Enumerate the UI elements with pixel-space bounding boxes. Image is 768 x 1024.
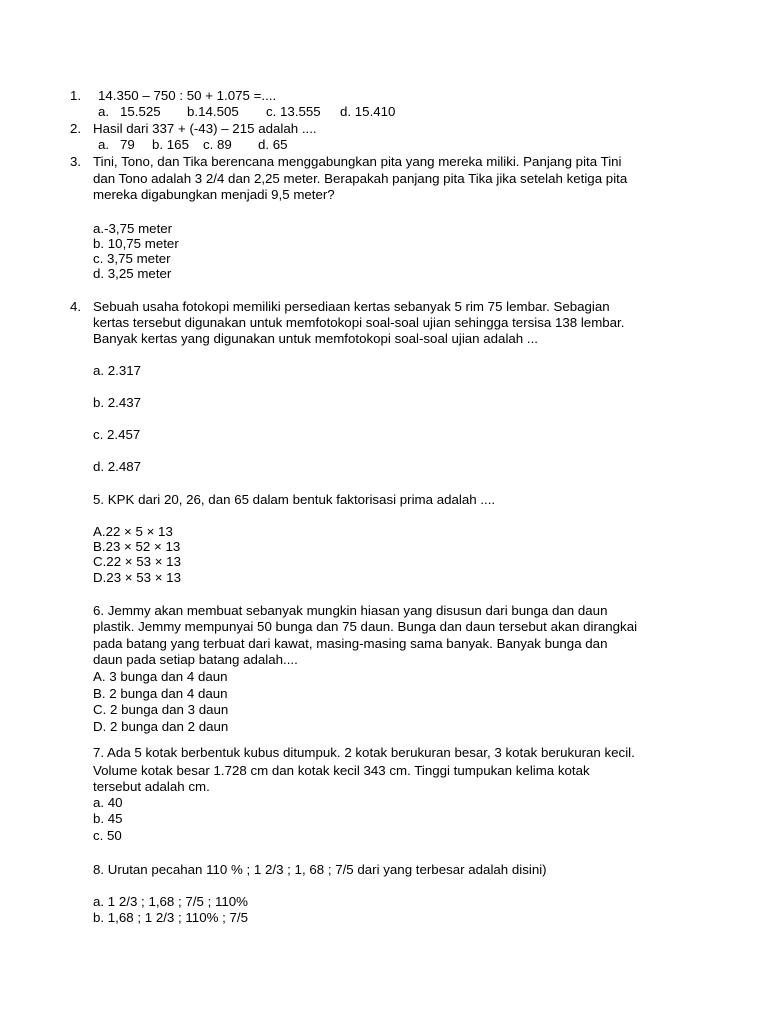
question-line: mereka digabungkan menjadi 9,5 meter? xyxy=(93,187,335,202)
option-a-label: a. xyxy=(98,137,110,152)
option-d: d. 3,25 meter xyxy=(93,266,172,281)
option-a: A.22 × 5 × 13 xyxy=(93,524,173,539)
question-line: kertas tersebut digunakan untuk memfotokopi soal-soal ujian sehingga tersisa 138 lembar. xyxy=(93,315,625,330)
question-number: 3. xyxy=(70,154,82,169)
option-d: D. 2 bunga dan 2 daun xyxy=(93,719,229,734)
question-text: 8. Urutan pecahan 110 % ; 1 2/3 ; 1, 68 ; 7/5 dari yang terbesar adalah disini) xyxy=(93,862,547,877)
question-line: Sebuah usaha fotokopi memiliki persediaan kertas sebanyak 5 rim 75 lembar. Sebagian xyxy=(93,299,610,314)
option-a-label: a. xyxy=(98,104,110,119)
option-b: b. 165 xyxy=(152,137,189,152)
option-b: B.23 × 52 × 13 xyxy=(93,539,181,554)
option-a: a. 2.317 xyxy=(93,363,142,378)
question-line: 7. Ada 5 kotak berbentuk kubus ditumpuk. 2 kotak berukuran besar, 3 kotak berukuran kecil. xyxy=(93,745,635,760)
question-line: Volume kotak besar 1.728 cm dan kotak kecil 343 cm. Tinggi tumpukan kelima kotak xyxy=(93,763,590,778)
option-c: c. 13.555 xyxy=(266,104,321,119)
option-b: b. 2.437 xyxy=(93,395,142,410)
option-c: c. 3,75 meter xyxy=(93,251,171,266)
question-text: 14.350 – 750 : 50 + 1.075 =.... xyxy=(98,88,277,103)
question-line: tersebut adalah cm. xyxy=(93,779,210,794)
option-d: D.23 × 53 × 13 xyxy=(93,570,181,585)
question-line: Banyak kertas yang digunakan untuk memfotokopi soal-soal ujian adalah ... xyxy=(93,331,538,346)
option-a-value: 79 xyxy=(120,137,135,152)
option-a-value: 15.525 xyxy=(120,104,161,119)
option-c: c. 2.457 xyxy=(93,427,141,442)
option-d: d. 65 xyxy=(258,137,288,152)
question-text: Hasil dari 337 + (-43) – 215 adalah .... xyxy=(93,121,317,136)
option-a: a.-3,75 meter xyxy=(93,221,173,236)
question-text: 5. KPK dari 20, 26, dan 65 dalam bentuk faktorisasi prima adalah .... xyxy=(93,492,496,507)
question-number: 2. xyxy=(70,121,82,136)
option-a: A. 3 bunga dan 4 daun xyxy=(93,669,228,684)
question-line: Tini, Tono, dan Tika berencana menggabungkan pita yang mereka miliki. Panjang pita Tini xyxy=(93,154,622,169)
question-line: 6. Jemmy akan membuat sebanyak mungkin hiasan yang disusun dari bunga dan daun xyxy=(93,603,608,618)
question-line: pada batang yang terbuat dari kawat, masing-masing sama banyak. Banyak bunga dan xyxy=(93,636,608,651)
option-a: a. 40 xyxy=(93,795,123,810)
option-a: a. 1 2/3 ; 1,68 ; 7/5 ; 110% xyxy=(93,894,248,909)
option-b: b. 1,68 ; 1 2/3 ; 110% ; 7/5 xyxy=(93,910,248,925)
option-b: b.14.505 xyxy=(187,104,239,119)
option-b: b. 45 xyxy=(93,811,123,826)
option-c: C. 2 bunga dan 3 daun xyxy=(93,702,229,717)
question-line: plastik. Jemmy mempunyai 50 bunga dan 75 daun. Bunga dan daun tersebut akan dirangkai xyxy=(93,619,638,634)
option-c: c. 50 xyxy=(93,828,122,843)
option-b: b. 10,75 meter xyxy=(93,236,179,251)
option-c: c. 89 xyxy=(203,137,232,152)
question-number: 4. xyxy=(70,299,82,314)
question-line: dan Tono adalah 3 2/4 dan 2,25 meter. Berapakah panjang pita Tika jika setelah ketiga pita xyxy=(93,171,628,186)
question-line: daun pada setiap batang adalah.... xyxy=(93,652,298,667)
option-b: B. 2 bunga dan 4 daun xyxy=(93,686,228,701)
option-d: d. 2.487 xyxy=(93,459,142,474)
option-c: C.22 × 53 × 13 xyxy=(93,554,181,569)
option-d: d. 15.410 xyxy=(340,104,396,119)
question-number: 1. xyxy=(70,88,82,103)
